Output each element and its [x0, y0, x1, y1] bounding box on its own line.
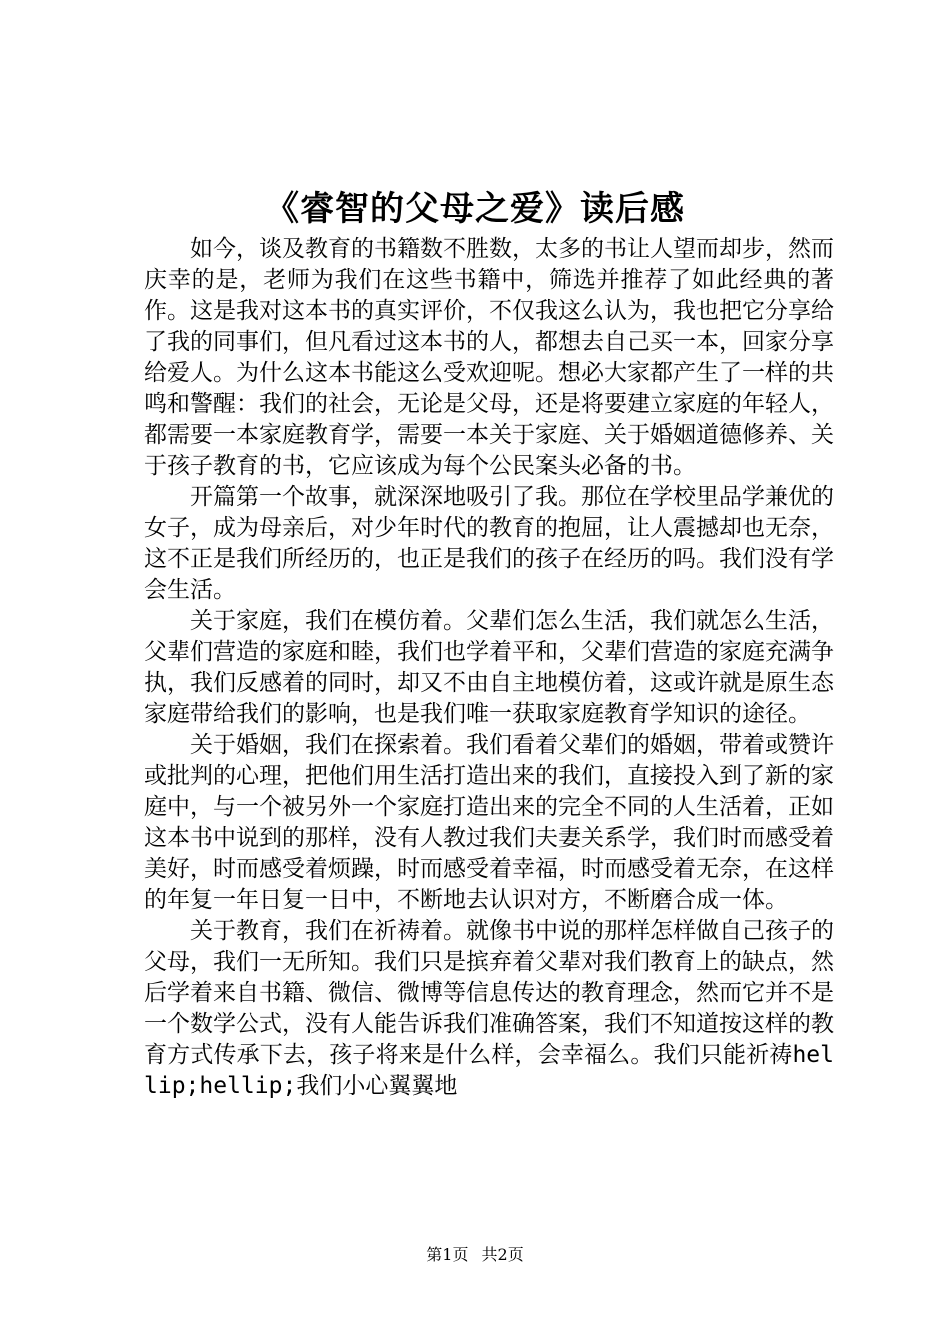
page-footer: [0, 1244, 950, 1266]
document-body: [144, 234, 834, 1102]
page-total: 共2页: [481, 1245, 524, 1264]
paragraph: 开篇第一个故事，就深深地吸引了我。那位在学校里品学兼优的女子，成为母亲后，对少年时代的教育的抱屈，让人震撼却也无奈，这不正是我们所经历的，也正是我们的孩子在经历的吗。我们没有学会生活。: [144, 484, 834, 603]
paragraph: 关于家庭，我们在模仿着。父辈们怎么生活，我们就怎么生活，父辈们营造的家庭和睦，我们也学着平和，父辈们营造的家庭充满争执，我们反感着的同时，却又不由自主地模仿着，这或许就是原生态家庭带给我们的影响，也是我们唯一获取家庭教育学知识的途径。: [144, 608, 834, 727]
document-title: 《睿智的父母之爱》读后感: [265, 189, 685, 229]
page-number: 第1页: [426, 1245, 469, 1264]
paragraph: 如今，谈及教育的书籍数不胜数，太多的书让人望而却步，然而庆幸的是，老师为我们在这些书籍中，筛选并推荐了如此经典的著作。这是我对这本书的真实评价，不仅我这么认为，我也把它分享给了我的同事们，但凡看过这本书的人，都想去自己买一本，回家分享给爱人。为什么这本书能这么受欢迎呢。想必大家都产生了一样的共鸣和警醒：我们的社会，无论是父母，还是将要建立家庭的年轻人，都需要一本家庭教育学，需要一本关于家庭、关于婚姻道德修养、关于孩子教育的书，它应该成为每个公民案头必备的书。: [144, 236, 834, 479]
paragraph: 关于教育，我们在祈祷着。就像书中说的那样怎样做自己孩子的父母，我们一无所知。我们只是摈弃着父辈对我们教育上的缺点，然后学着来自书籍、微信、微博等信息传达的教育理念，然而它并不是一个数学公式，没有人能告诉我们准确答案，我们不知道按这样的教育方式传承下去，孩子将来是什么样，会幸福么。我们只能祈祷hellip;hellip;我们小心翼翼地: [144, 918, 834, 1099]
paragraph: 关于婚姻，我们在探索着。我们看着父辈们的婚姻，带着或赞许或批判的心理，把他们用生活打造出来的我们，直接投入到了新的家庭中，与一个被另外一个家庭打造出来的完全不同的人生活着，正如这本书中说到的那样，没有人教过我们夫妻关系学，我们时而感受着美好，时而感受着烦躁，时而感受着幸福，时而感受着无奈，在这样的年复一年日复一日中，不断地去认识对方，不断磨合成一体。: [144, 732, 834, 913]
